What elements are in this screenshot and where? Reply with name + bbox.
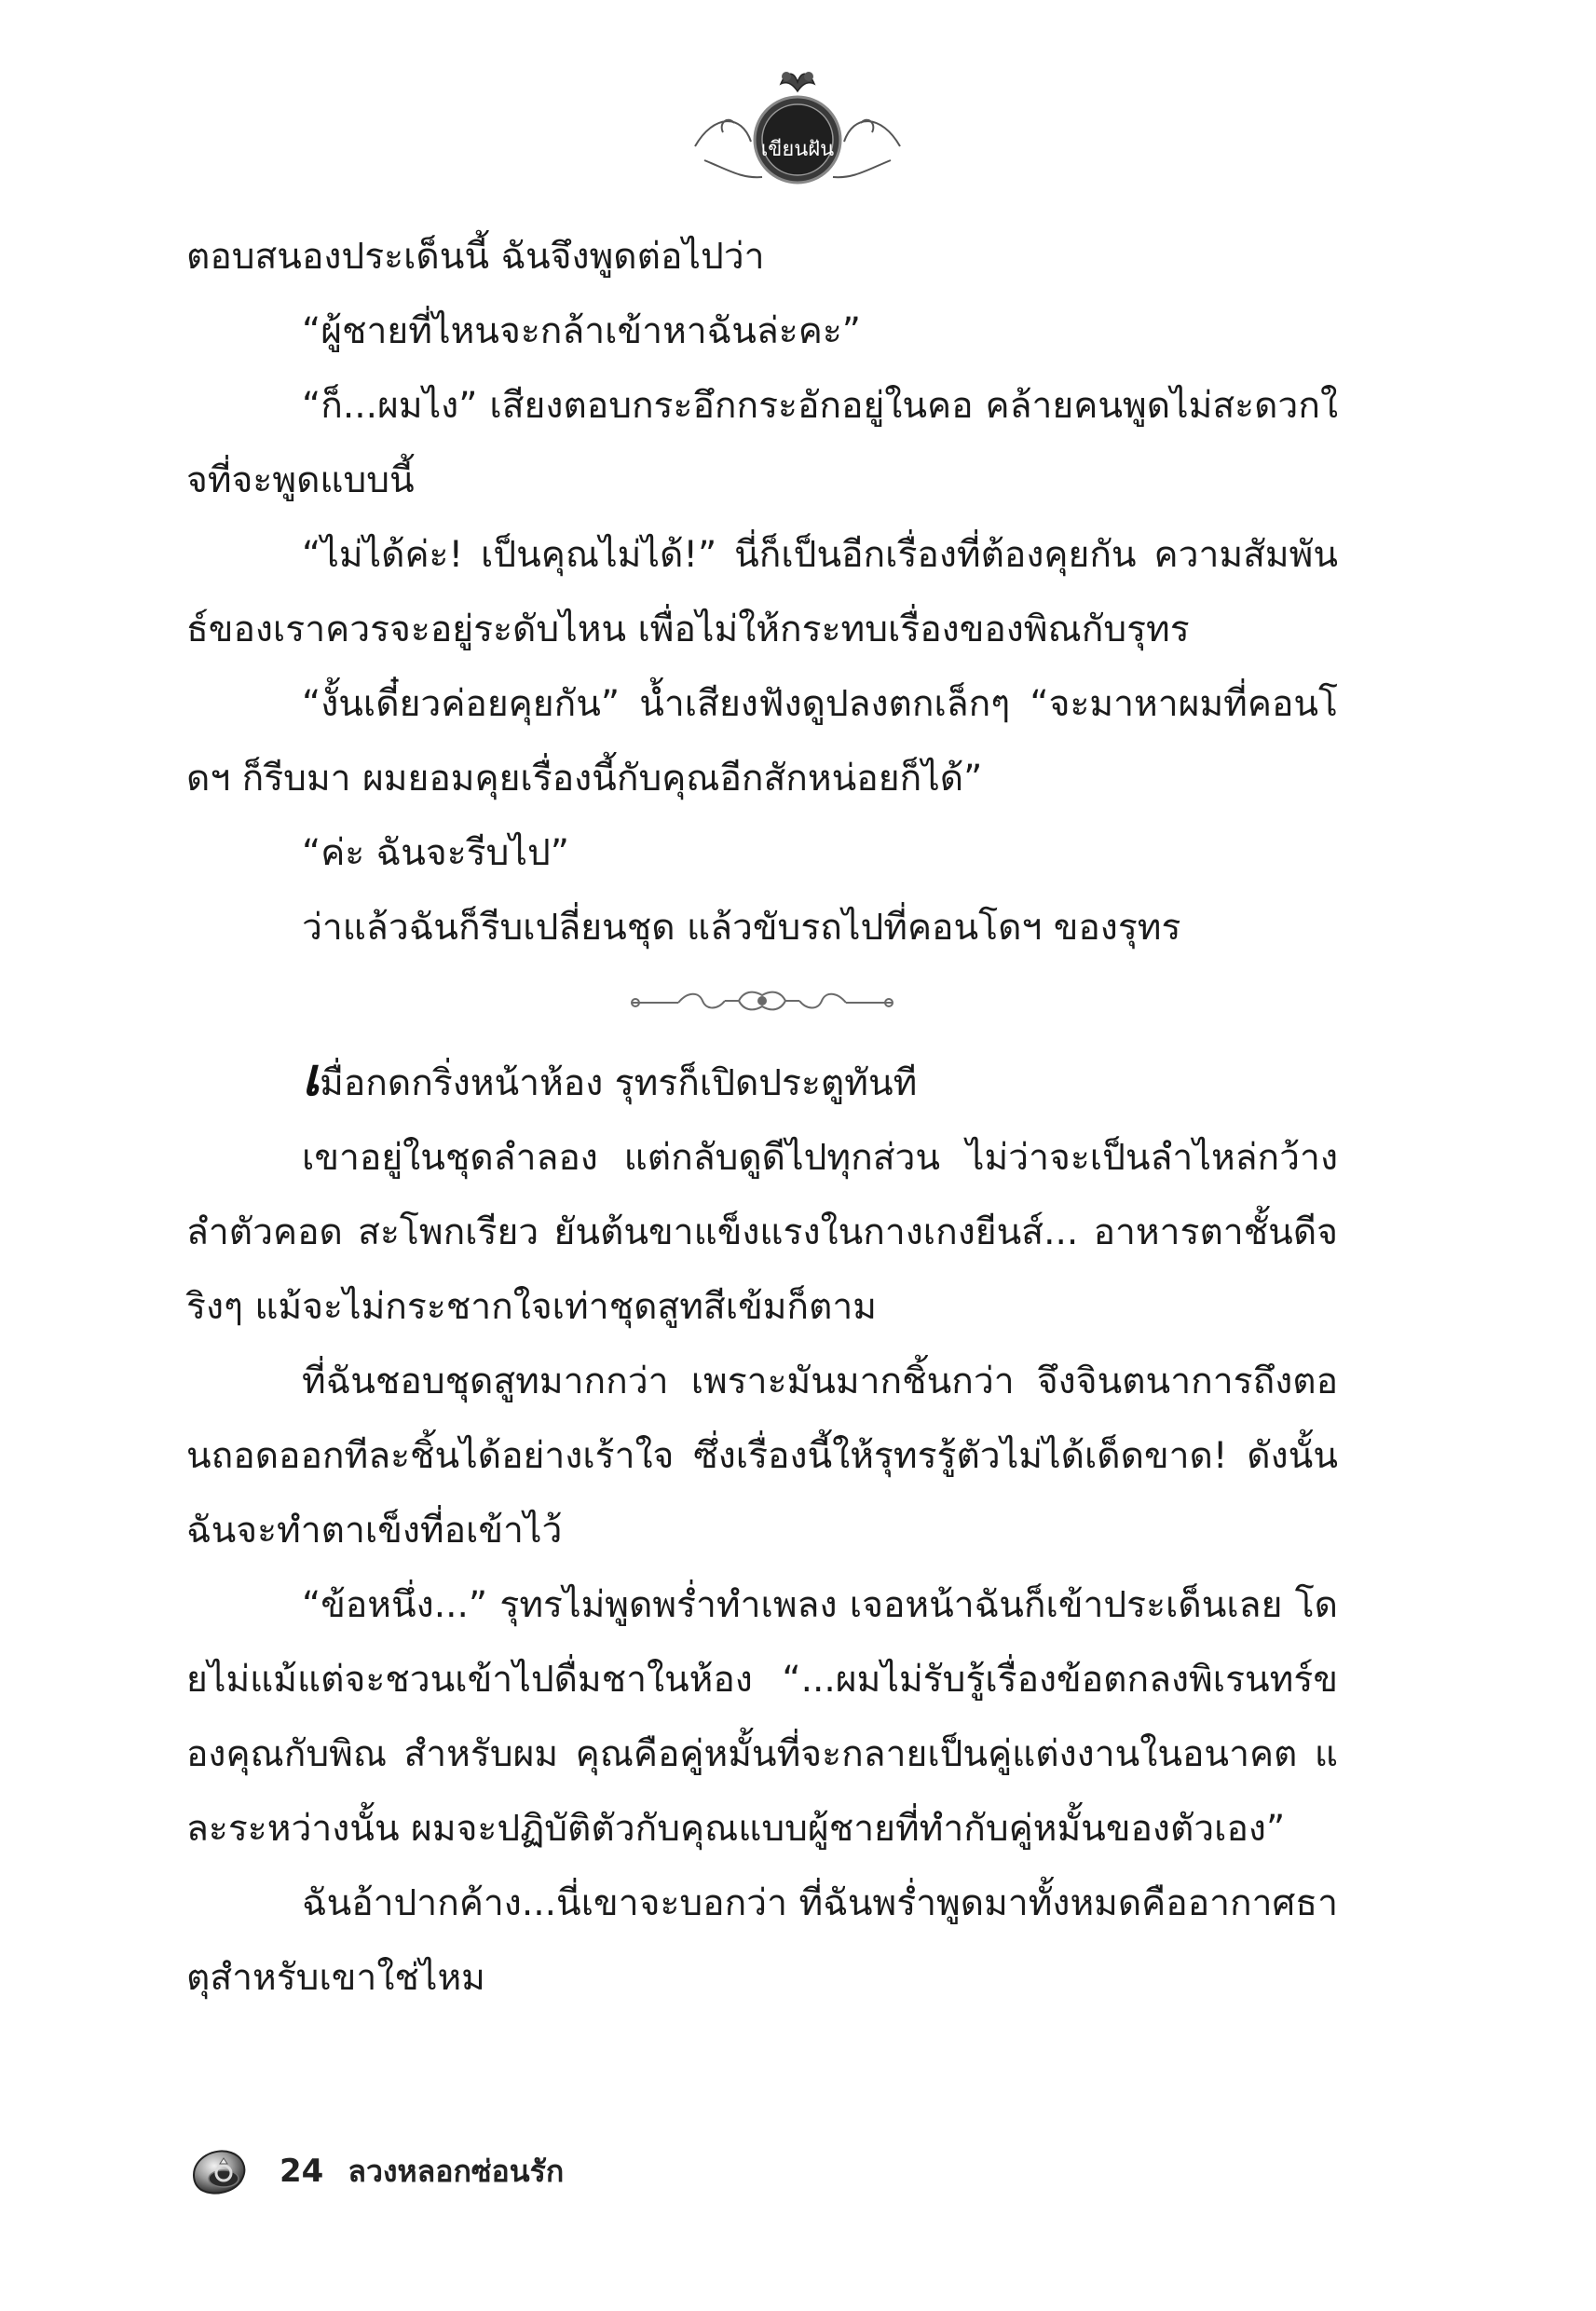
emblem-ornament-icon (676, 58, 919, 198)
scene-break (186, 965, 1338, 1040)
body-paragraph: ที่ฉันชอบชุดสูทมากกว่า เพราะมันมากชิ้นกว่า จึงจินตนาการถึงตอนถอดออกทีละชิ้นได้อย่างเร้าใจ ซึ่งเรื่องนี้ให้รุทรรู้ตัวไม่ได้เด็ดขาด! ดังนั้นฉันจะทำตาเข็งที่อเข้าไว้ (186, 1361, 1338, 1552)
dropcap-paragraph-text: มื่อกดกริ่งหน้าห้อง รุทรก็เปิดประตูทันที (320, 1062, 918, 1104)
body-paragraph: “ผู้ชายที่ไหนจะกล้าเข้าหาฉันล่ะคะ” (302, 310, 861, 352)
page-footer (186, 2134, 564, 2208)
body-paragraph: ฉันอ้าปากค้าง...นี่เขาจะบอกว่า ที่ฉันพร่ำพูดมาทั้งหมดคืออากาศธาตุสำหรับเขาใช่ไหม (186, 1882, 1338, 1999)
body-text (186, 220, 1338, 2016)
body-paragraph: เขาอยู่ในชุดลำลอง แต่กลับดูดีไปทุกส่วน ไม่ว่าจะเป็นลำไหล่กว้าง ลำตัวคอด สะโพกเรียว ยันต้นขาแข็งแรงในกางเกงยีนส์... อาหารตาชั้นดีจริงๆ แม้จะไม่กระชากใจเท่าชุดสูทสีเข้มก็ตาม (186, 1137, 1338, 1328)
body-paragraph: “ข้อหนึ่ง...” รุทรไม่พูดพร่ำทำเพลง เจอหน้าฉันก็เข้าประเด็นเลย โดยไม่แม้แต่จะชวนเข้าไปดื่มชาในห้อง “...ผมไม่รับรู้เรื่องข้อตกลงพิเรนทร์ของคุณกับพิณ สำหรับผม คุณคือคู่หมั้นที่จะกลายเป็นคู่แต่งงานในอนาคต และระหว่างนั้น ผมจะปฏิบัติตัวกับคุณแบบผู้ชายที่ทำกับคู่หมั้นของตัวเอง” (186, 1584, 1338, 1850)
section-two (186, 1121, 1338, 2016)
dropcap-paragraph (186, 1040, 1338, 1121)
section-one (186, 220, 1338, 965)
body-paragraph: ตอบสนองประเด็นนี้ ฉันจึงพูดต่อไปว่า (186, 236, 765, 278)
book-title: ลวงหลอกซ่อนรัก (348, 2153, 565, 2189)
body-paragraph: “ก็...ผมไง” เสียงตอบกระอึกกระอักอยู่ในคอ คล้ายคนพูดไม่สะดวกใจที่จะพูดแบบนี้ (186, 385, 1338, 501)
header-emblem (676, 58, 919, 198)
ring-box-icon (186, 2138, 253, 2205)
body-paragraph: “ไม่ได้ค่ะ! เป็นคุณไม่ได้!” นี่ก็เป็นอีกเรื่องที่ต้องคุยกัน ความสัมพันธ์ของเราควรจะอยู่ระดับไหน เพื่อไม่ให้กระทบเรื่องของพิณกับรุทร (186, 534, 1338, 650)
emblem-text: เขียนฝัน (760, 138, 835, 161)
body-paragraph: “งั้นเดี๋ยวค่อยคุยกัน” น้ำเสียงฟังดูปลงตกเล็กๆ “จะมาหาผมที่คอนโดฯ ก็รีบมา ผมยอมคุยเรื่องนี้กับคุณอีกสักหน่อยก็ได้” (186, 683, 1338, 800)
dropcap-letter: เ (302, 1046, 321, 1108)
page-number: 24 (280, 2153, 324, 2190)
scene-break-ornament-icon (622, 984, 902, 1021)
body-paragraph: ว่าแล้วฉันก็รีบเปลี่ยนชุด แล้วขับรถไปที่คอนโดฯ ของรุทร (302, 907, 1181, 949)
body-paragraph: “ค่ะ ฉันจะรีบไป” (302, 832, 569, 874)
